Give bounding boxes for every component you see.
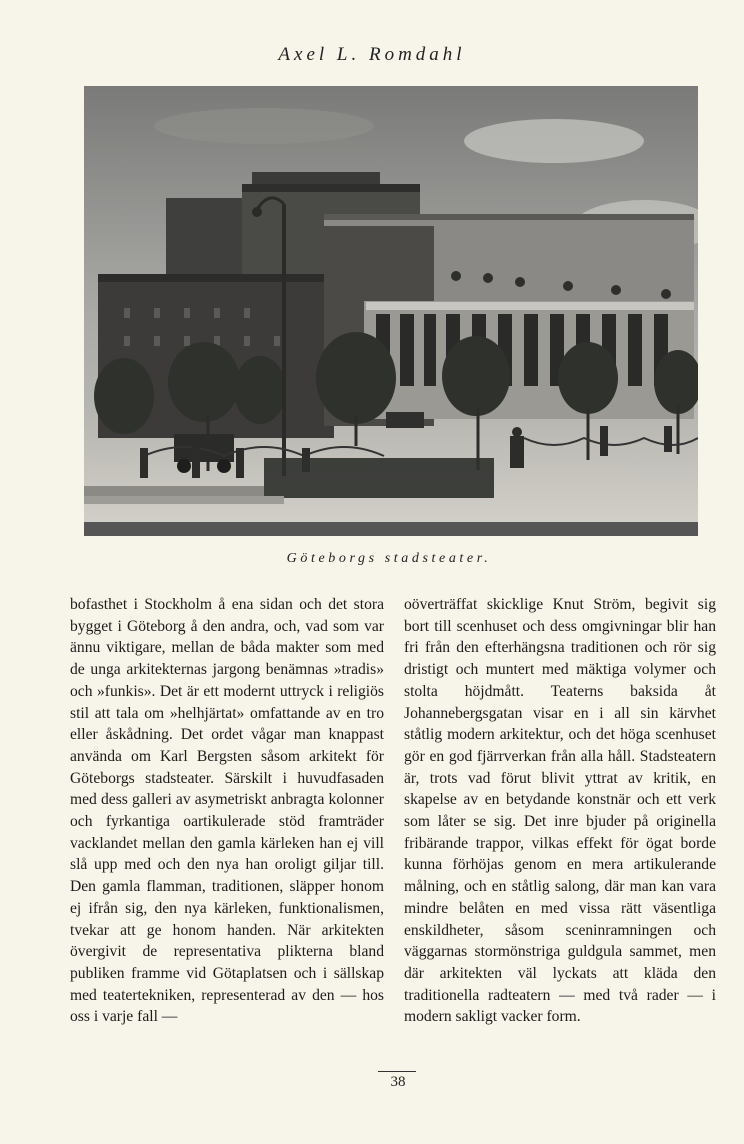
- running-head-author: Axel L. Romdahl: [278, 44, 466, 65]
- figure-caption: Göteborgs stadsteater.: [286, 551, 492, 566]
- right-column-text: oöverträffat skicklige Knut Ström, begivit sig bort till scenhuset och dess omgivningar blir han fri från den efterhängsna traditionen och rör sig dristigt och muntert med mäktiga volymer och stolta höjdmått. Teaterns baksida åt Johannebergsgatan visar en i all sin kärvhet ståtlig modern arkitektur, och det höga scenhuset gör en god fjärrverkan från alla håll. Stadsteatern är, trots vad förut blivit yttrat av kritik, en skapelse av en betydande konstnär och ett verk som låter se sig. Det inre bjuder på originella fribärande trappor, vilkas effekt för ögat borde kunna förhöjas genom en mera artikulerande målning, och en ståtlig salong, där man kan vara mindre belåten en med vissa rätt väsentliga enskildheter, såsom sceninramningen och väggarnas stormönstriga guldgula sammet, men där arkitekten väl lyckats att kläda den traditionella radteatern — med två rader — i modern sakligt vacker form.: [404, 596, 716, 1026]
- theater-photograph: [84, 86, 698, 536]
- page-number: 38: [390, 1074, 406, 1090]
- left-column-text: bofasthet i Stockholm å ena sidan och det stora bygget i Göteborg å den andra, och, vad som var ännu viktigare, mellan de båda makter som med de unga arkitekternas jargong benämnas »tradis» och »funkis». Det är ett modernt uttryck i religiös stil att tala om »helhjärtat» omfattande av en tro eller åskådning. Det ordet vågar man knappast använda om Karl Bergsten såsom arkitekt för Göteborgs stadsteater. Särskilt i huvudfasaden med dess galleri av asymetriskt anbragta kolonner och fyrkantiga oartikulerade stöd framträder vacklandet mellan den gamla kärleken han ej vill slå upp med och den nya han oroligt giljar till. Den gamla flamman, traditionen, släpper honom ej ifrån sig, den nya kärleken, funktionalismen, tvekar att ge honom handen. När arkitekten övergivit de representativa plikterna bland publiken framme vid Götaplatsen och i sällskap med teatertekniken, representerad av den — hos oss i varje fall —: [70, 596, 384, 1026]
- text-column-right: [404, 594, 716, 1028]
- page-number-rule: [378, 1071, 416, 1072]
- text-column-left: [70, 594, 384, 1028]
